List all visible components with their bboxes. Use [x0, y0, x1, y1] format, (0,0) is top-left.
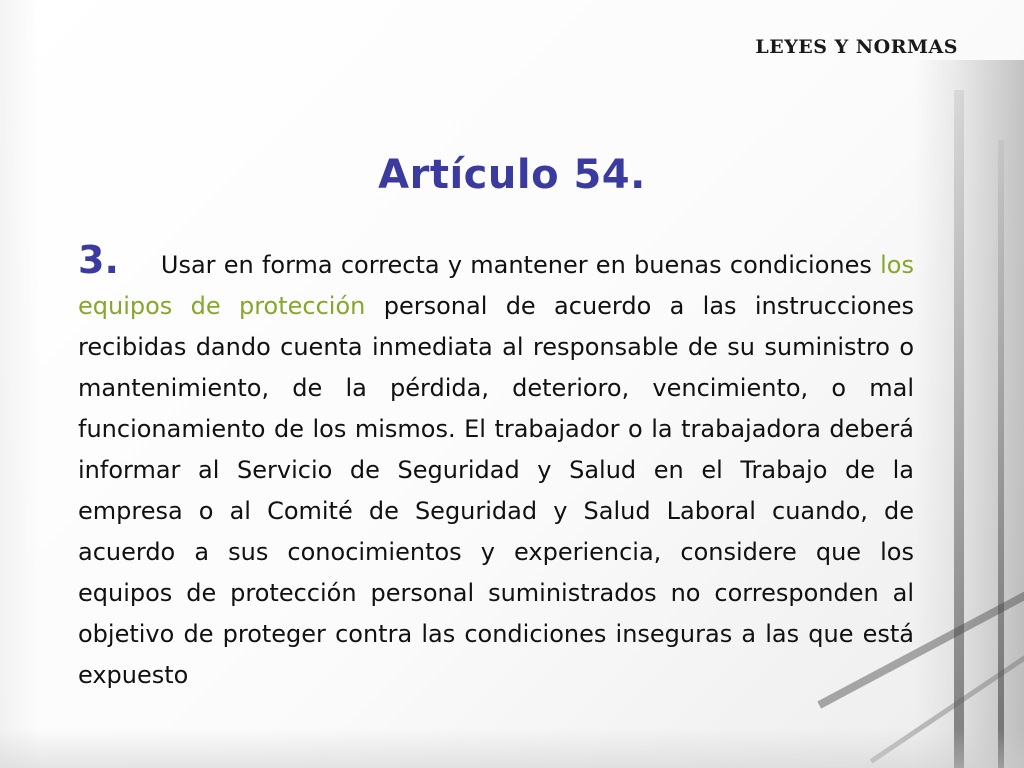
header-label: LEYES Y NORMAS: [755, 36, 958, 58]
background-floor-shade: [0, 728, 1024, 768]
background-shadow: [0, 0, 40, 768]
paragraph-text-after: personal de acuerdo a las instrucciones recibidas dando cuenta inmediata al responsable de su suministro o mantenimiento, de la pérdida, deterioro, vencimiento, o mal funcionamiento de los mismos. El trabajador o la trabajadora deberá informar al Servicio de Seguridad y Salud en el Trabajo de la empresa o al Comité de Seguridad y Salud Laboral cuando, de acuerdo a sus conocimientos y experiencia, considere que los equipos de protección personal suministrados no corresponden al objetivo de proteger contra las condiciones inseguras a las que está expuesto: [78, 292, 914, 689]
background-frame-bar: [998, 140, 1004, 768]
page-title: Artículo 54.: [378, 152, 646, 198]
highlighted-phrase: los equipos de protección: [78, 251, 914, 320]
paragraph-text-before: Usar en forma correcta y mantener en buenas condiciones: [160, 251, 872, 279]
item-number: 3.: [78, 238, 119, 282]
article-paragraph: [78, 240, 914, 696]
